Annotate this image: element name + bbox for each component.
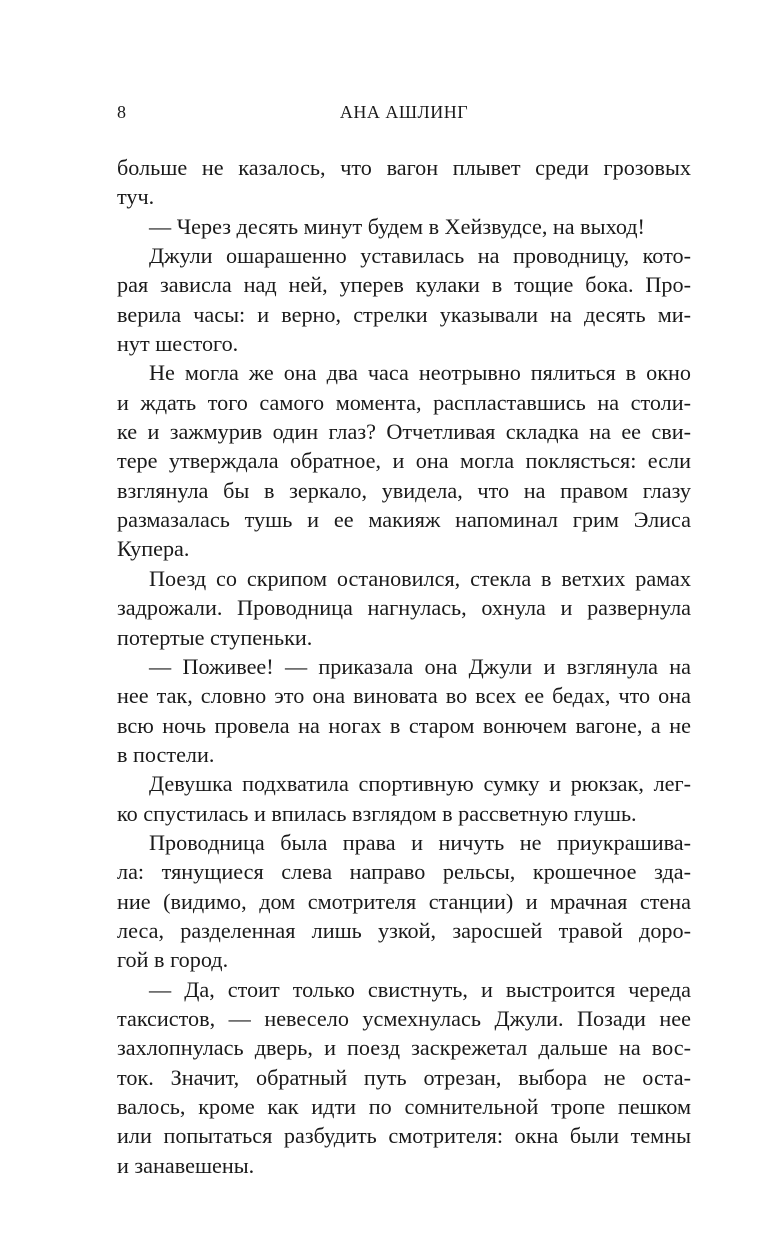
text-line: или попытаться разбудить смотрителя: окна были темны bbox=[117, 1123, 691, 1149]
text-line: верила часы: и верно, стрелки указывали на десять ми- bbox=[117, 301, 691, 327]
running-title: АНА АШЛИНГ bbox=[339, 102, 469, 122]
running-head bbox=[117, 99, 691, 125]
page-number: 8 bbox=[117, 102, 126, 122]
text-line: Поезд со скрипом остановился, стекла в ветхих рамах bbox=[149, 565, 691, 591]
text-line: туч. bbox=[117, 184, 155, 210]
text-line: задрожали. Проводница нагнулась, охнула и развернула bbox=[117, 595, 691, 621]
text-line: валось, кроме как идти по сомнительной тропе пешком bbox=[117, 1094, 691, 1119]
text-line: Купера. bbox=[117, 536, 190, 562]
body-text bbox=[117, 153, 691, 1180]
text-line: размазалась тушь и ее макияж напоминал грим Элиса bbox=[117, 507, 691, 533]
text-line: в постели. bbox=[117, 741, 215, 767]
text-line: больше не казалось, что вагон плывет среди грозовых bbox=[117, 155, 691, 180]
text-line: Проводница была права и ничуть не приукрашива- bbox=[149, 829, 691, 855]
text-line: леса, разделенная лишь узкой, заросшей травой доро- bbox=[117, 917, 691, 943]
text-line: — Поживее! — приказала она Джули и взглянула на bbox=[149, 653, 691, 679]
text-line: тере утверждала обратное, и она могла поклясться: если bbox=[117, 448, 691, 474]
text-line: захлопнулась дверь, и поезд заскрежетал дальше на вос- bbox=[117, 1035, 691, 1061]
text-line: и ждать того самого момента, распластавшись на столи- bbox=[117, 389, 691, 415]
text-line: таксистов, — невесело усмехнулась Джули. Позади нее bbox=[117, 1005, 691, 1031]
text-line: Девушка подхватила спортивную сумку и рюкзак, лег- bbox=[149, 771, 691, 797]
text-line: и занавешены. bbox=[117, 1152, 255, 1178]
text-line: Джули ошарашенно уставилась на проводницу, кото- bbox=[149, 243, 691, 269]
text-line: взглянула бы в зеркало, увидела, что на правом глазу bbox=[117, 477, 691, 503]
text-line: потертые ступеньки. bbox=[117, 624, 313, 650]
text-line: Не могла же она два часа неотрывно пялиться в окно bbox=[149, 360, 691, 386]
text-line: — Через десять минут будем в Хейзвудсе, на выход! bbox=[149, 213, 645, 239]
text-line: — Да, стоит только свистнуть, и выстроится череда bbox=[149, 976, 691, 1002]
text-line: всю ночь провела на ногах в старом вонючем вагоне, а не bbox=[117, 712, 691, 738]
text-line: ние (видимо, дом смотрителя станции) и мрачная стена bbox=[117, 888, 691, 914]
text-line: гой в город. bbox=[117, 947, 229, 973]
text-line: нут шестого. bbox=[117, 331, 239, 357]
text-line: ла: тянущиеся слева направо рельсы, крошечное зда- bbox=[117, 859, 691, 885]
text-line: ке и зажмурив один глаз? Отчетливая складка на ее сви- bbox=[117, 419, 691, 445]
text-line: рая зависла над ней, уперев кулаки в тощие бока. Про- bbox=[117, 272, 691, 298]
text-line: нее так, словно это она виновата во всех ее бедах, что она bbox=[117, 683, 691, 709]
text-line: ток. Значит, обратный путь отрезан, выбора не оста- bbox=[117, 1064, 691, 1090]
text-line: ко спустилась и впилась взглядом в рассветную глушь. bbox=[117, 800, 637, 826]
